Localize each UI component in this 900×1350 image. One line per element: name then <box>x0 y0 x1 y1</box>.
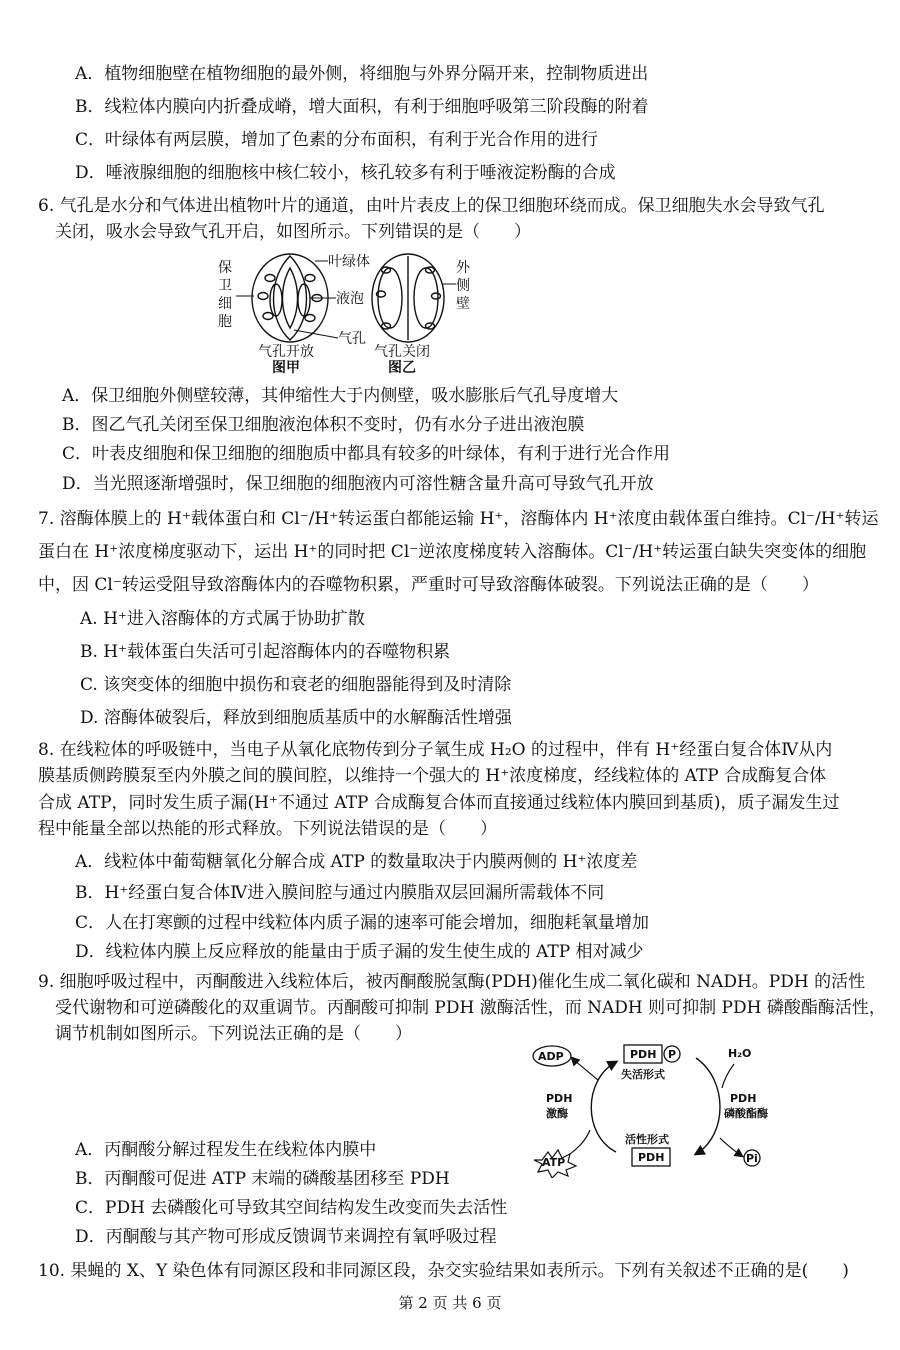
q5-option-a: A．植物细胞壁在植物细胞的最外侧，将细胞与外界分隔开来，控制物质进出 <box>75 64 649 84</box>
figure-b-caption: 图乙 <box>388 360 416 376</box>
q6-option-d: D．当光照逐渐增强时，保卫细胞的细胞液内可溶性糖含量升高可导致气孔开放 <box>62 474 654 494</box>
pdh-p-box-label: PDH <box>630 1048 657 1061</box>
q7-stem-line1: 7. 溶酶体膜上的 H⁺载体蛋白和 Cl⁻/H⁺转运蛋白都能运输 H⁺，溶酶体内 H⁺浓度由载体蛋白维持。Cl⁻/H⁺转运 <box>38 509 879 529</box>
figure-a-caption: 图甲 <box>272 360 300 376</box>
q8-stem-line1: 8. 在线粒体的呼吸链中，当电子从氧化底物传到分子氧生成 H₂O 的过程中，伴有 H⁺经蛋白复合体Ⅳ从内 <box>38 740 833 760</box>
chloroplast-label: 叶绿体 <box>328 254 370 270</box>
q8-option-d: D．线粒体内膜上反应释放的能量由于质子漏的发生使生成的 ATP 相对减少 <box>75 942 644 962</box>
phosphate-label: P <box>668 1048 677 1061</box>
q6-stem-line1: 6. 气孔是水分和气体进出植物叶片的通道，由叶片表皮上的保卫细胞环绕而成。保卫细胞失水会导致气孔 <box>38 196 825 216</box>
q7-option-c: C. 该突变体的细胞中损伤和衰老的细胞器能得到及时清除 <box>80 675 512 695</box>
guard-cell-label-2: 卫 <box>218 278 232 294</box>
q6-stem-line2: 关闭，吸水会导致气孔开启，如图所示。下列错误的是（ ） <box>55 222 531 242</box>
q10-stem-line1: 10. 果蝇的 X、Y 染色体有同源区段和非同源区段，杂交实验结果如表所示。下列有关叙述不正确的是( ) <box>38 1261 849 1281</box>
q9-option-d: D．丙酮酸与其产物可形成反馈调节来调控有氧呼吸过程 <box>75 1227 497 1247</box>
phosphatase-label-1: PDH <box>730 1092 757 1105</box>
q7-stem-line3: 中，因 Cl⁻转运受阻导致溶酶体内的吞噬物积累，严重时可导致溶酶体破裂。下列说法正确的是（ ） <box>38 575 819 595</box>
q7-option-b: B. H⁺载体蛋白失活可引起溶酶体内的吞噬物积累 <box>80 642 451 662</box>
guard-cell-label-3: 细 <box>218 296 232 312</box>
q5-option-c: C．叶绿体有两层膜，增加了色素的分布面积，有利于光合作用的进行 <box>75 130 599 150</box>
q8-stem-line2: 膜基质侧跨膜泵至内外膜之间的膜间腔，以维持一个强大的 H⁺浓度梯度，经线粒体的 ATP 合成酶复合体 <box>38 766 827 786</box>
adp-label: ADP <box>538 1050 564 1063</box>
q6-option-a: A．保卫细胞外侧壁较薄，其伸缩性大于内侧壁，吸水膨胀后气孔导度增大 <box>62 386 619 406</box>
phosphatase-label-2: 磷酸酯酶 <box>724 1107 768 1120</box>
q6-option-b: B．图乙气孔关闭至保卫细胞液泡体积不变时，仍有水分子进出液泡膜 <box>62 415 585 435</box>
q9-stem-line2: 受代谢物和可逆磷酸化的双重调节。丙酮酸可抑制 PDH 激酶活性，而 NADH 则可抑制 PDH 磷酸酯酶活性， <box>55 998 886 1018</box>
q7-option-a: A. H⁺进入溶酶体的方式属于协助扩散 <box>80 609 365 629</box>
active-form-label: 活性形式 <box>625 1133 669 1146</box>
outer-wall-label-3: 壁 <box>456 296 470 312</box>
q5-option-d: D．唾液腺细胞的细胞核中核仁较小，核孔较多有利于唾液淀粉酶的合成 <box>75 163 616 183</box>
page-number-footer: 第 2 页 共 6 页 <box>398 1294 502 1312</box>
guard-cell-label-4: 胞 <box>218 314 232 330</box>
q9-option-a: A．丙酮酸分解过程发生在线粒体内膜中 <box>75 1140 377 1160</box>
vacuole-label: 液泡 <box>336 291 364 307</box>
q9-stem-line3: 调节机制如图所示。下列说法正确的是（ ） <box>55 1024 412 1044</box>
q6-option-c: C．叶表皮细胞和保卫细胞的细胞质中都具有较多的叶绿体，有利于进行光合作用 <box>62 444 671 464</box>
pdh-box-label: PDH <box>638 1151 665 1164</box>
q7-stem-line2: 蛋白在 H⁺浓度梯度驱动下，运出 H⁺的同时把 Cl⁻逆浓度梯度转入溶酶体。Cl⁻/H⁺转运蛋白缺失突变体的细胞 <box>38 542 867 562</box>
kinase-label-2: 激酶 <box>546 1107 568 1120</box>
guard-cell-label-1: 保 <box>218 260 232 276</box>
q8-stem-line4: 程中能量全部以热能的形式释放。下列说法错误的是（ ） <box>38 819 497 839</box>
q7-option-d: D. 溶酶体破裂后，释放到细胞质基质中的水解酶活性增强 <box>80 708 512 728</box>
closed-stoma-caption: 气孔关闭 <box>374 344 430 360</box>
atp-label: ATP <box>542 1156 566 1169</box>
q8-option-a: A．线粒体中葡萄糖氧化分解合成 ATP 的数量取决于内膜两侧的 H⁺浓度差 <box>75 852 638 872</box>
pdh-regulation-figure <box>528 1040 788 1178</box>
q8-option-b: B．H⁺经蛋白复合体Ⅳ进入膜间腔与通过内膜脂双层回漏所需载体不同 <box>75 883 605 903</box>
q8-option-c: C．人在打寒颤的过程中线粒体内质子漏的速率可能会增加，细胞耗氧量增加 <box>75 913 650 933</box>
guard-cell-figure <box>210 248 500 376</box>
kinase-label-1: PDH <box>546 1092 573 1105</box>
pi-label: Pi <box>746 1152 758 1165</box>
outer-wall-label-2: 侧 <box>456 278 470 294</box>
open-stoma-caption: 气孔开放 <box>258 344 314 360</box>
q9-stem-line1: 9. 细胞呼吸过程中，丙酮酸进入线粒体后，被丙酮酸脱氢酶(PDH)催化生成二氧化碳和 NADH。PDH 的活性 <box>38 972 866 992</box>
stoma-label: 气孔 <box>338 331 366 347</box>
closed-stoma-drawing <box>372 254 444 342</box>
outer-wall-label-1: 外 <box>456 260 470 276</box>
q9-option-c: C．PDH 去磷酸化可导致其空间结构发生改变而失去活性 <box>75 1198 508 1218</box>
water-label: H₂O <box>728 1047 752 1060</box>
q5-option-b: B．线粒体内膜向内折叠成嵴，增大面积，有利于细胞呼吸第三阶段酶的附着 <box>75 97 649 117</box>
q9-option-b: B．丙酮酸可促进 ATP 末端的磷酸基团移至 PDH <box>75 1169 450 1189</box>
q8-stem-line3: 合成 ATP，同时发生质子漏(H⁺不通过 ATP 合成酶复合体而直接通过线粒体内膜回到基质)，质子漏发生过 <box>38 793 840 813</box>
inactive-form-label: 失活形式 <box>621 1068 665 1081</box>
